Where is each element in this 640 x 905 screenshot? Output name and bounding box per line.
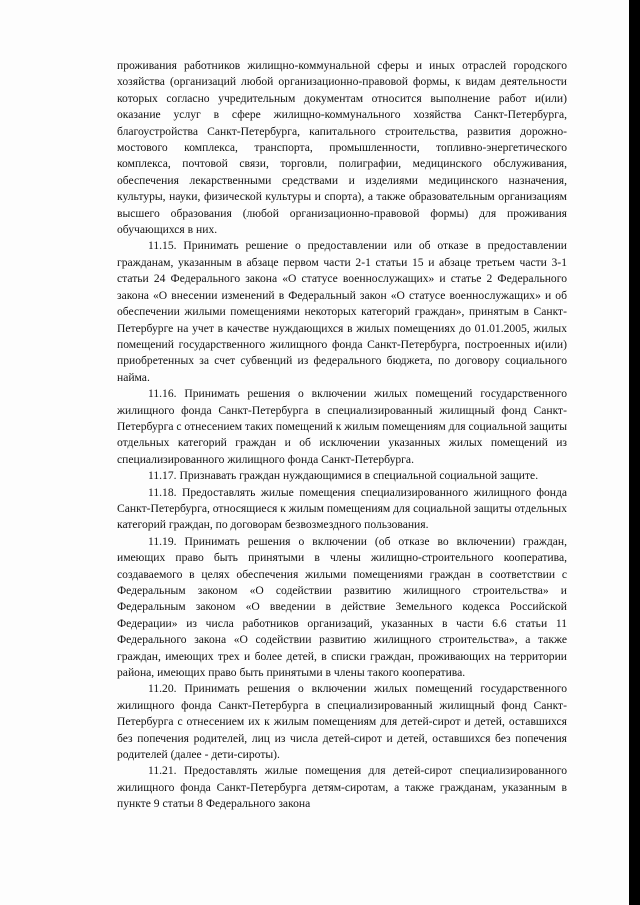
paragraph-11-18: 11.18. Предоставлять жилые помещения специализированного жилищного фонда Санкт-Петербурга, относящиеся к жилым помещениям для социальной защиты отдельных категорий граждан, по договорам безвозмездного пользования. bbox=[117, 485, 567, 532]
paragraph-11-20: 11.20. Принимать решения о включении жилых помещений государственного жилищного фонда Санкт-Петербурга в специализированный жилищный фонд Санкт-Петербурга с отнесением их к жилым помещениям для детей-сирот и детей, оставшихся без попечения родителей, лиц из числа детей-сирот и детей, оставшихся без попечения родителей (далее - дети-сироты). bbox=[117, 682, 567, 762]
paragraph-11-15: 11.15. Принимать решение о предоставлении или об отказе в предоставлении гражданам, указанным в абзаце первом части 2-1 статьи 15 и абзаце третьем части 3-1 статьи 24 Федерального закона «О статусе военнослужащих» и статье 2 Федерального закона «О внесении изменений в Федеральный закон «О статусе военнослужащих» и об обеспечении жилыми помещениями некоторых категорий граждан», принятым в Санкт-Петербурге на учет в качестве нуждающихся в жилых помещениях до 01.01.2005, жилых помещений государственного жилищного фонда Санкт-Петербурга, построенных и(или) приобретенных за счет субвенций из федерального бюджета, по договору социального найма. bbox=[117, 239, 567, 384]
paragraph-11-17: 11.17. Признавать граждан нуждающимися в специальной социальной защите. bbox=[148, 469, 539, 483]
paragraph-11-21: 11.21. Предоставлять жилые помещения для детей-сирот специализированного жилищного фонда Санкт-Петербурга детям-сиротам, а также гражданам, указанным в пункте 9 статьи 8 Федерального закона bbox=[117, 764, 567, 811]
paragraph-11-19: 11.19. Принимать решения о включении (об отказе во включении) граждан, имеющих право быть принятыми в члены жилищно-строительного кооператива, создаваемого в целях обеспечения жилыми помещениями граждан в соответствии с Федеральным законом «О содействии развитию жилищного строительства» и Федеральным законом «О введении в действие Земельного кодекса Российской Федерации» из числа работников организаций, указанных в части 6.6 статьи 11 Федерального закона «О содействии развитию жилищного строительства», а также граждан, имеющих трех и более детей, в списки граждан, проживающих на территории района, имеющих право быть принятыми в члены такого кооператива. bbox=[117, 534, 567, 680]
paragraph-continuation: проживания работников жилищно-коммунальной сферы и иных отраслей городского хозяйства (организаций любой организационно-правовой формы, к видам деятельности которых согласно учредительным документам относится выполнение работ и(или) оказание услуг в сфере жилищно-коммунального хозяйства Санкт-Петербурга, благоустройства Санкт-Петербурга, капитального строительства, развития дорожно-мостового комплекса, транспорта, промышленности, топливно-энергетического комплекса, почтовой связи, торговли, полиграфии, медицинского обслуживания, обеспечения лекарственными средствами и изделиями медицинского назначения, культуры, науки, физической культуры и спорта), а также образовательным организациям высшего образования (любой организационно-правовой формы) для проживания обучающихся в них. bbox=[117, 59, 567, 237]
paragraph-11-16: 11.16. Принимать решения о включении жилых помещений государственного жилищного фонда Санкт-Петербурга в специализированный жилищный фонд Санкт-Петербурга с отнесением таких помещений к жилым помещениям для социальной защиты отдельных категорий граждан и об исключении указанных жилых помещений из специализированного жилищного фонда Санкт-Петербурга. bbox=[117, 387, 568, 466]
